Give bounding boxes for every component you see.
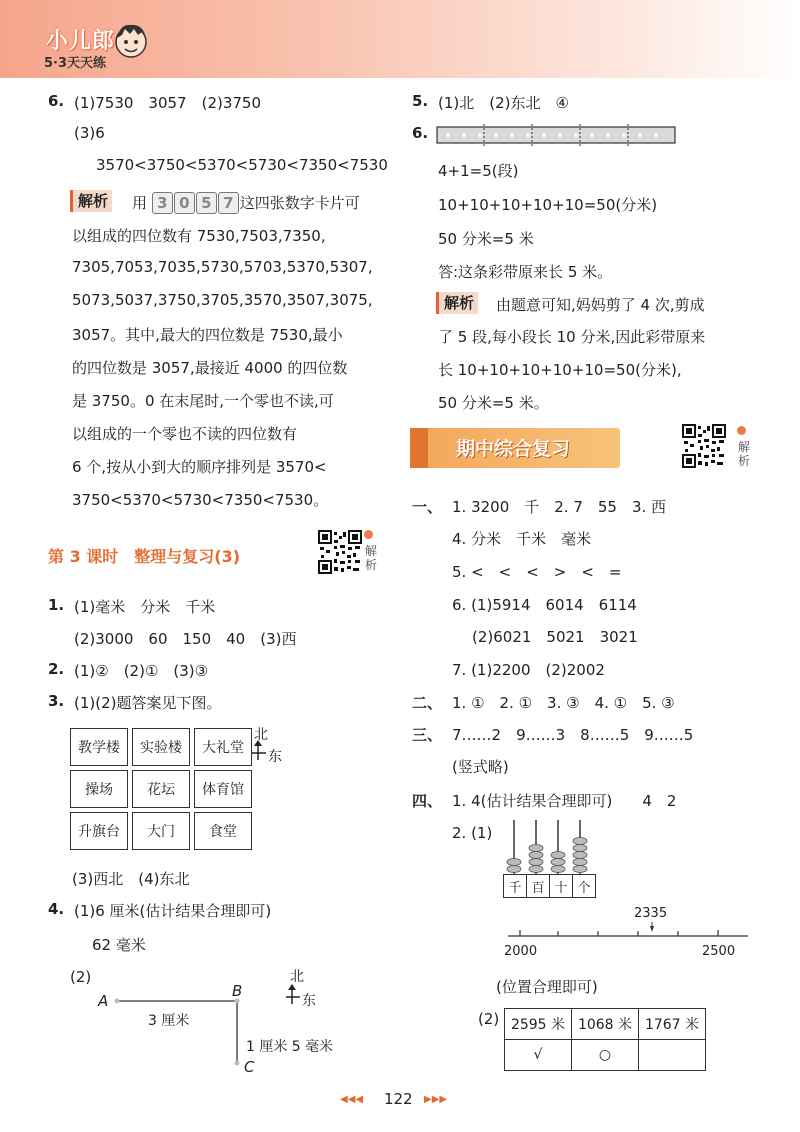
grid-cell: 升旗台: [70, 812, 128, 850]
q4-line2: 62 毫米: [92, 936, 146, 954]
qr-code-icon[interactable]: [682, 424, 726, 468]
section-1-label: 一、: [412, 498, 443, 516]
q3-line1: (1)(2)题答案见下图。: [74, 694, 222, 712]
play-icon: [364, 530, 373, 539]
logo-title: 小儿郎: [46, 29, 116, 54]
q2-line1: (1)② (2)① (3)③: [74, 662, 209, 680]
grid-cell: 实验楼: [132, 728, 190, 766]
point-a: A: [98, 992, 109, 1010]
grid-cell: 花坛: [132, 770, 190, 808]
grid-cell: 体育馆: [194, 770, 252, 808]
q3-line2: (3)西北 (4)东北: [72, 870, 190, 888]
s4-row2: 2. (1): [452, 824, 493, 842]
analysis-line: 以组成的一个零也不读的四位数有: [72, 425, 298, 443]
q3-num: 3.: [48, 692, 65, 710]
q6-line1: (1)7530 3057 (2)3750: [74, 94, 262, 112]
q4-line1: (1)6 厘米(估计结果合理即可): [74, 902, 272, 920]
r-q5-line1: (1)北 (2)东北 ④: [438, 94, 569, 112]
lesson-title: 第 3 课时 整理与复习(3): [48, 547, 241, 566]
table-cell: 1068 米: [572, 1009, 639, 1040]
q1-line2: (2)3000 60 150 40 (3)西: [74, 630, 297, 648]
school-map-grid: [66, 724, 256, 854]
place-label: 百: [527, 875, 550, 898]
compass-north: 北: [290, 969, 304, 985]
analysis-line: 以组成的四位数有 7530,7503,7350,: [72, 227, 326, 245]
point-c: C: [244, 1058, 255, 1076]
analysis-line: 是 3750。0 在末尾时,一个零也不读,可: [72, 392, 334, 410]
s1-row5: 5. < < < > < =: [452, 563, 622, 581]
place-label: 千: [504, 875, 527, 898]
r-q6-l2: 10+10+10+10+10=50(分米): [438, 196, 658, 214]
analysis-line: 3750<5370<5730<7350<7530。: [72, 491, 329, 509]
analysis-line: 的四位数是 3057,最接近 4000 的四位数: [72, 359, 348, 377]
q1-num: 1.: [48, 596, 65, 614]
digit-card: 5: [196, 192, 217, 214]
analysis-badge: 解析: [436, 292, 478, 314]
grid-cell: 教学楼: [70, 728, 128, 766]
route-diagram: [110, 995, 245, 1070]
answer-table: [504, 1008, 706, 1071]
table-cell: [639, 1040, 706, 1071]
table-cell: 1767 米: [639, 1009, 706, 1040]
r-q5-num: 5.: [412, 92, 429, 110]
q6-line2: (3)6: [74, 124, 105, 142]
s4-row2b: (2): [478, 1010, 500, 1028]
digit-card: 3: [152, 192, 173, 214]
length-bc: 1 厘米 5 毫米: [246, 1039, 334, 1055]
s4-row1: 1. 4(估计结果合理即可) 4 2: [452, 792, 677, 810]
prev-arrows-icon: ◀◀◀: [340, 1094, 364, 1105]
review-banner: [410, 428, 620, 468]
q6-order: 3570<3750<5370<5730<7350<7530: [96, 156, 388, 174]
s1-row7: 7. (1)2200 (2)2002: [452, 661, 605, 679]
section-3-label: 三、: [412, 726, 443, 744]
analysis-line: 了 5 段,每小段长 10 分米,因此彩带原来: [438, 328, 706, 346]
s1-row6a: 6. (1)5914 6014 6114: [452, 596, 637, 614]
grid-cell: 操场: [70, 770, 128, 808]
analysis-line: 5073,5037,3750,3705,3570,3507,3075,: [72, 291, 373, 309]
analysis-line: 长 10+10+10+10+10=50(分米),: [438, 361, 682, 379]
table-cell: ○: [572, 1040, 639, 1071]
qr-code-icon[interactable]: [318, 530, 362, 574]
next-arrows-icon: ▶▶▶: [424, 1094, 448, 1105]
q6-num: 6.: [48, 92, 65, 110]
compass-east: 东: [268, 749, 282, 765]
r-q6-l4: 答:这条彩带原来长 5 米。: [438, 263, 613, 281]
table-cell: 2595 米: [505, 1009, 572, 1040]
grid-cell: 食堂: [194, 812, 252, 850]
number-line-start: 2000: [504, 944, 538, 959]
s3-row: 7……2 9……3 8……5 9……5: [452, 726, 694, 744]
s2-row: 1. ① 2. ① 3. ③ 4. ① 5. ③: [452, 694, 675, 712]
q4-num: 4.: [48, 900, 65, 918]
number-line-end: 2500: [702, 944, 736, 959]
qr-label: 解 析: [365, 544, 378, 572]
grid-cell: 大礼堂: [194, 728, 252, 766]
grid-cell: 大门: [132, 812, 190, 850]
banner-accent: [410, 428, 428, 468]
q1-line1: (1)毫米 分米 千米: [74, 598, 216, 616]
s1-row1: 1. 3200 千 2. 7 55 3. 西: [452, 498, 667, 516]
digit-card: 0: [174, 192, 195, 214]
length-ab: 3 厘米: [148, 1013, 190, 1029]
r-q6-num: 6.: [412, 124, 429, 142]
analysis-line: 3057。其中,最大的四位数是 7530,最小: [72, 326, 343, 344]
analysis-line0: 用 3 0 5 7 这四张数字卡片可: [132, 194, 360, 212]
page-number: 122: [384, 1090, 413, 1108]
digit-card: 7: [218, 192, 239, 214]
place-label: 个: [573, 875, 596, 898]
place-label: 十: [550, 875, 573, 898]
number-line-mark: 2335: [634, 906, 668, 921]
ribbon-strip: [436, 124, 676, 146]
review-title: 期中综合复习: [456, 438, 571, 460]
play-icon: [737, 426, 746, 435]
r-q6-l1: 4+1=5(段): [438, 162, 519, 180]
q2-num: 2.: [48, 660, 65, 678]
abacus-place-labels: [503, 874, 596, 898]
section-2-label: 二、: [412, 694, 443, 712]
r-q6-l3: 50 分米=5 米: [438, 230, 534, 248]
section-4-label: 四、: [412, 792, 443, 810]
compass-east: 东: [302, 993, 316, 1009]
analysis-line: 7305,7053,7035,5730,5703,5370,5307,: [72, 258, 373, 276]
s3-note: (竖式略): [452, 758, 509, 776]
analysis-line: 6 个,按从小到大的顺序排列是 3570<: [72, 458, 327, 476]
analysis-line: 由题意可知,妈妈剪了 4 次,剪成: [496, 296, 705, 314]
analysis-line: 50 分米=5 米。: [438, 394, 549, 412]
abacus-diagram: [500, 816, 596, 876]
s1-row4: 4. 分米 千米 毫米: [452, 530, 592, 548]
mascot-icon: [112, 20, 150, 62]
logo-subtitle: 5·3天天练: [44, 56, 107, 71]
analysis-badge: 解析: [70, 190, 112, 212]
compass-icon: [286, 984, 302, 1006]
point-b: B: [232, 982, 243, 1000]
table-cell: √: [505, 1040, 572, 1071]
qr-label: 解 析: [738, 440, 751, 468]
compass-north: 北: [254, 727, 268, 743]
s1-row6b: (2)6021 5021 3021: [472, 628, 638, 646]
s4-note: (位置合理即可): [496, 978, 598, 996]
q4-line3: (2): [70, 968, 92, 986]
